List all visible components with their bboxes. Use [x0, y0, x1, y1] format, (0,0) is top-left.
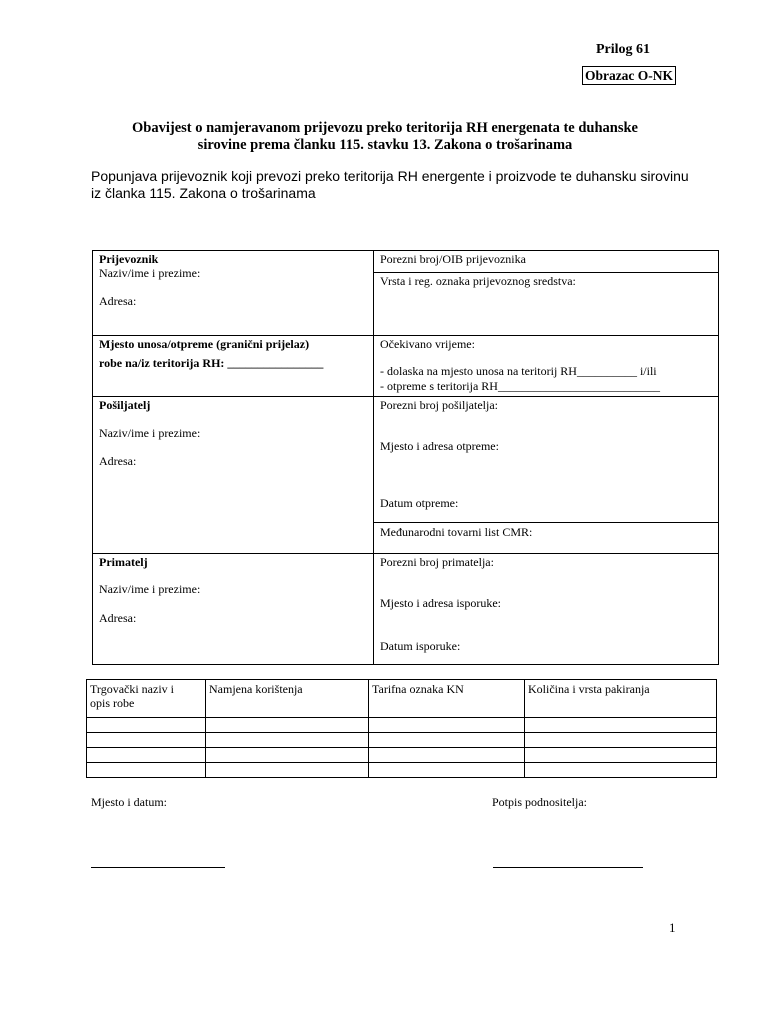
recipient-name-field[interactable]: Naziv/ime i prezime:	[99, 582, 201, 596]
goods-row-divider	[87, 717, 716, 718]
carrier-heading: Prijevoznik	[99, 252, 159, 266]
goods-table	[86, 679, 717, 778]
sender-heading: Pošiljatelj	[99, 398, 151, 412]
intro-text	[91, 168, 711, 202]
dispatch-date-field[interactable]: Datum otpreme:	[380, 496, 459, 510]
cmr-field[interactable]: Međunarodni tovarni list CMR:	[380, 525, 533, 539]
recipient-heading: Primatelj	[99, 555, 148, 569]
goods-row-divider	[87, 732, 716, 733]
signature-line[interactable]	[493, 867, 643, 868]
dispatch-place-field[interactable]: Mjesto i adresa otpreme:	[380, 439, 499, 453]
intro-line-2: iz članka 115. Zakona o trošarinama	[91, 185, 316, 201]
form-row-divider	[93, 396, 718, 397]
intro-line-1: Popunjava prijevoznik koji prevozi preko teritorija RH energente i proizvode te duhansku sirovinu	[91, 168, 689, 184]
goods-header-trade-name-line-2: opis robe	[90, 696, 135, 710]
delivery-date-field[interactable]: Datum isporuke:	[380, 639, 461, 653]
crossing-point-field[interactable]: robe na/iz teritorija RH: ________________	[99, 356, 324, 370]
carrier-address-field[interactable]: Adresa:	[99, 294, 137, 308]
title-line-1: Obavijest o namjeravanom prijevozu preko teritorija RH energenata te duhanske	[132, 120, 638, 136]
title-line-2: sirovine prema članku 115. stavku 13. Zakona o trošarinama	[197, 137, 573, 153]
carrier-tax-field[interactable]: Porezni broj/OIB prijevoznika	[380, 252, 526, 266]
sender-address-field[interactable]: Adresa:	[99, 454, 137, 468]
goods-row-divider	[87, 747, 716, 748]
document-title	[80, 120, 690, 154]
signature-label: Potpis podnositelja:	[492, 795, 588, 809]
goods-header-quantity: Količina i vrsta pakiranja	[528, 682, 650, 696]
goods-row-divider	[87, 762, 716, 763]
goods-header-purpose: Namjena korištenja	[209, 682, 303, 696]
crossing-point-label: Mjesto unosa/otpreme (granični prijelaz)	[99, 337, 310, 351]
delivery-place-field[interactable]: Mjesto i adresa isporuke:	[380, 596, 501, 610]
place-date-label: Mjesto i datum:	[91, 795, 167, 809]
departure-time-field[interactable]: - otpreme s teritorija RH___________________________	[380, 379, 660, 393]
carrier-name-field[interactable]: Naziv/ime i prezime:	[99, 266, 201, 280]
form-subrow-divider	[373, 272, 718, 273]
goods-header-trade-name	[90, 682, 174, 710]
form-row-divider	[93, 335, 718, 336]
sender-name-field[interactable]: Naziv/ime i prezime:	[99, 426, 201, 440]
transport-form-table	[92, 250, 719, 665]
goods-header-trade-name-line-1: Trgovački naziv i	[90, 682, 174, 696]
carrier-vehicle-field[interactable]: Vrsta i reg. oznaka prijevoznog sredstva:	[380, 274, 576, 288]
recipient-address-field[interactable]: Adresa:	[99, 611, 137, 625]
form-subrow-divider	[373, 522, 718, 523]
place-date-line[interactable]	[91, 867, 225, 868]
goods-header-tariff-code: Tarifna oznaka KN	[372, 682, 464, 696]
form-column-divider	[373, 251, 374, 664]
recipient-tax-field[interactable]: Porezni broj primatelja:	[380, 555, 494, 569]
form-row-divider	[93, 553, 718, 554]
arrival-time-field[interactable]: - dolaska na mjesto unosa na teritorij RH__________ i/ili	[380, 364, 657, 378]
sender-tax-field[interactable]: Porezni broj pošiljatelja:	[380, 398, 498, 412]
page-number: 1	[669, 920, 676, 935]
expected-time-label: Očekivano vrijeme:	[380, 337, 475, 351]
attachment-label: Prilog 61	[596, 42, 651, 57]
form-code-box: Obrazac O-NK	[582, 66, 676, 85]
